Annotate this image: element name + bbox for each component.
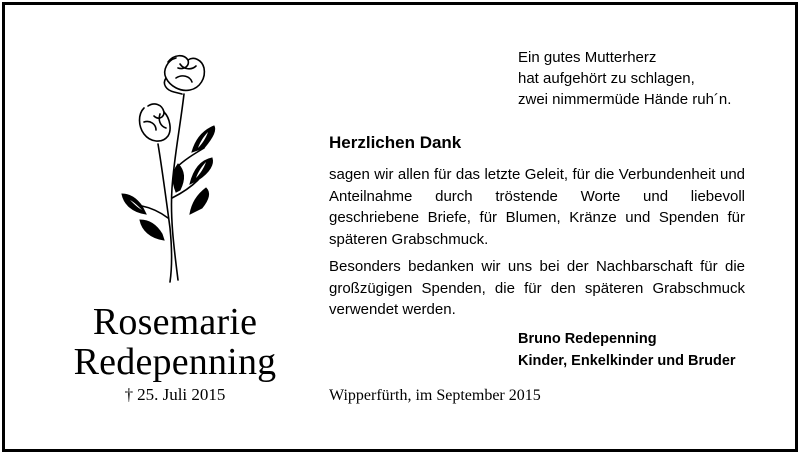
signature-family: Kinder, Enkelkinder und Bruder <box>518 353 736 369</box>
rose-icon <box>118 48 228 288</box>
deceased-last-name: Redepenning <box>73 341 277 383</box>
signature-name: Bruno Redepenning <box>518 331 657 347</box>
thanks-body <box>329 164 745 327</box>
cross-icon: † <box>124 385 134 404</box>
death-date: 25. Juli 2015 <box>137 385 226 404</box>
signature <box>518 328 736 372</box>
poem-line: Ein gutes Mutterherz <box>518 49 657 66</box>
deceased-first-name: Rosemarie <box>92 301 258 343</box>
place-date: Wipperfürth, im September 2015 <box>329 387 541 404</box>
death-date-line <box>10 384 340 406</box>
body-paragraph: sagen wir allen für das letzte Geleit, für die Verbundenheit und Anteilnahme durch tröstende Worte und liebevoll geschriebene Briefe, für Blumen, Kränze und Spenden für späteren Grabschmuck. <box>329 166 745 248</box>
poem-line: hat aufgehört zu schlagen, <box>518 70 695 87</box>
thanks-heading: Herzlichen Dank <box>329 133 462 152</box>
poem-line: zwei nimmermüde Hände ruh´n. <box>518 91 732 108</box>
poem <box>518 47 731 110</box>
body-paragraph: Besonders bedanken wir uns bei der Nachbarschaft für die großzügigen Spenden, die für den späteren Grabschmuck verwendet werden. <box>329 258 745 318</box>
